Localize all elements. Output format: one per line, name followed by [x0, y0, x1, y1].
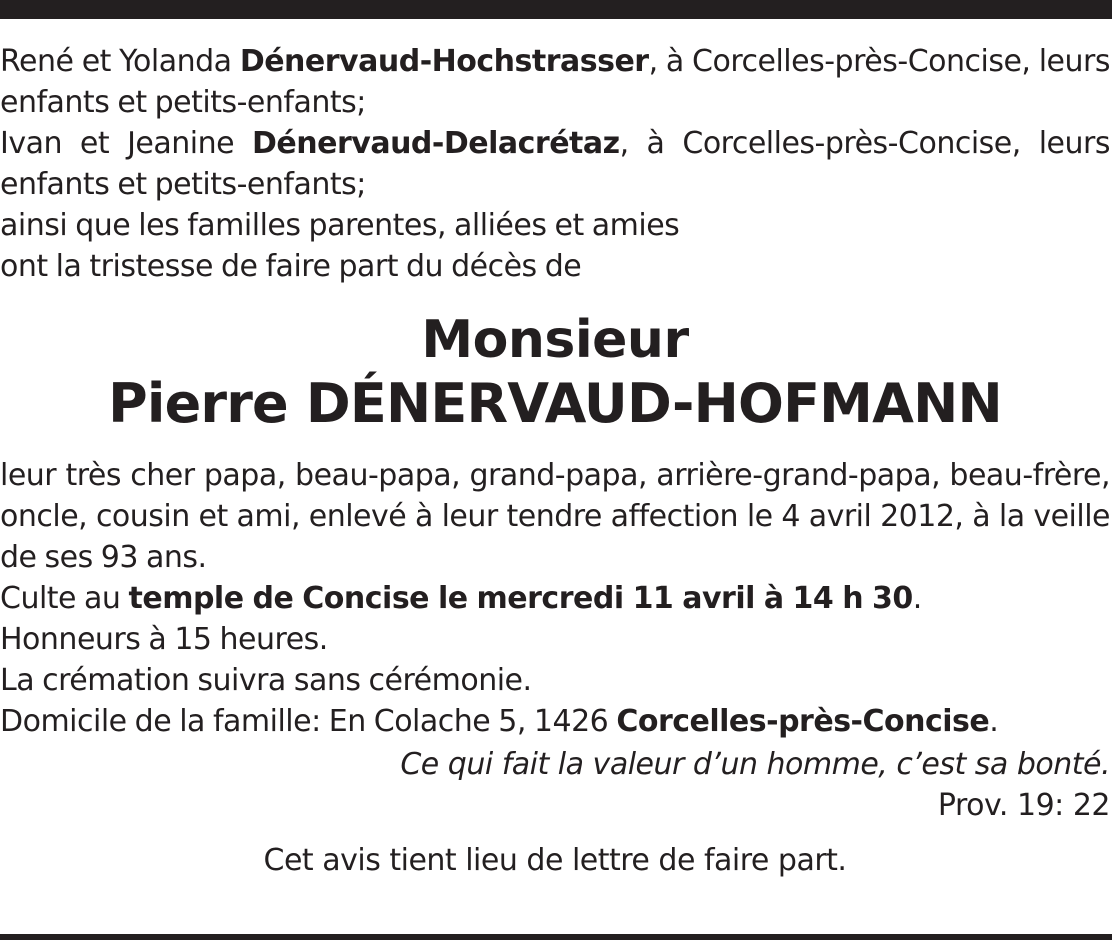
family-1-name: Dénervaud-Hochstrasser	[239, 44, 649, 79]
service-details: temple de Concise le mercredi 11 avril à 14 h 30	[128, 581, 913, 616]
deceased-heading	[0, 309, 1110, 435]
bible-reference: Prov. 19: 22	[937, 788, 1110, 823]
footer-note: Cet avis tient lieu de lettre de faire part.	[263, 843, 847, 878]
family-2-location: , à Corcelles-près-Concise, leurs enfants et petits-enfants;	[0, 126, 1110, 202]
service-intro: Culte au	[0, 581, 129, 616]
top-border-rule	[0, 0, 1112, 19]
family-1-intro: René et Yolanda	[0, 44, 240, 79]
family-paragraph-1	[0, 41, 1110, 123]
deceased-name: Pierre DÉNERVAUD-HOFMANN	[108, 372, 1002, 435]
family-1-location: , à Corcelles-près-Concise, leurs enfants et petits-enfants;	[0, 44, 1110, 120]
address-town: Corcelles-près-Concise	[616, 704, 990, 739]
deceased-title: Monsieur	[421, 310, 689, 370]
announcement-line: ont la tristesse de faire part du décès de	[0, 249, 582, 284]
address-period: .	[989, 704, 999, 739]
cremation-line: La crémation suivra sans cérémonie.	[0, 663, 532, 698]
service-period: .	[912, 581, 922, 616]
obituary-notice	[0, 41, 1110, 881]
bible-quote: Ce qui fait la valeur d’un homme, c’est sa bonté.	[400, 747, 1110, 782]
bottom-border-rule	[0, 934, 1112, 940]
tribute-paragraph: leur très cher papa, beau-papa, grand-papa, arrière-grand-papa, beau-frère, oncle, cousin et ami, enlevé à leur tendre affection le 4 avril 2012, à la veille de ses 93 ans.	[0, 458, 1110, 575]
family-2-intro: Ivan et Jeanine	[0, 126, 253, 161]
honors-line: Honneurs à 15 heures.	[0, 622, 328, 657]
address-street: Domicile de la famille: En Colache 5, 1426	[0, 704, 617, 739]
family-paragraph-2	[0, 123, 1110, 205]
family-2-name: Dénervaud-Delacrétaz	[252, 126, 620, 161]
service-line	[0, 578, 1110, 619]
address-line	[0, 701, 1110, 742]
families-line: ainsi que les familles parentes, alliées et amies	[0, 208, 680, 243]
